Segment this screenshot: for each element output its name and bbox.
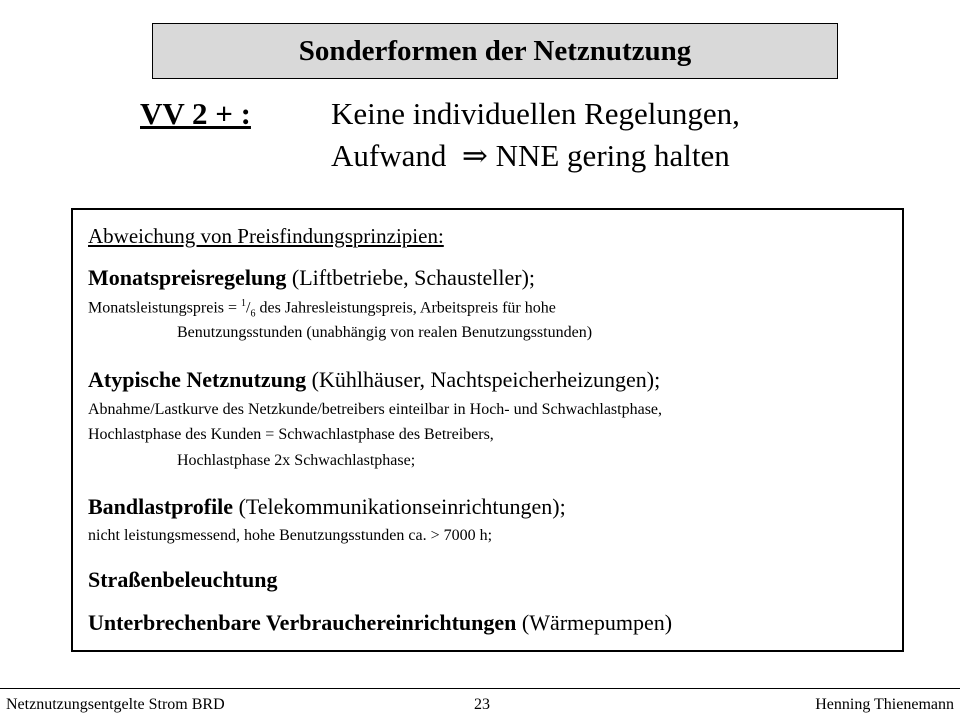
page-number: 23: [474, 696, 490, 713]
unter-rest: (Wärmepumpen): [516, 610, 673, 635]
atyp-line-3: Hochlastphase 2x Schwachlastphase;: [177, 452, 416, 469]
content-box: [71, 208, 904, 652]
strasse-title: Straßenbeleuchtung: [88, 567, 278, 592]
fraction-slash: /: [246, 299, 251, 317]
slide-title: Sonderformen der Netznutzung: [298, 34, 692, 67]
monat-heading: [88, 265, 535, 291]
monat-line-2: Benutzungsstunden (unabhängig von realen Benutzungsstunden): [177, 324, 593, 341]
fraction-denominator: 6: [250, 308, 256, 320]
title-box: [152, 23, 838, 79]
fraction-numerator: 1: [241, 298, 247, 309]
vv-line-2-a: Aufwand: [331, 138, 447, 173]
footer-left: Netznutzungsentgelte Strom BRD: [6, 696, 225, 713]
monat-rest: (Liftbetriebe, Schausteller);: [286, 265, 536, 290]
footer-right: Henning Thienemann: [815, 696, 954, 713]
box-heading: Abweichung von Preisfindungsprinzipien:: [88, 224, 444, 248]
vv-label: VV 2 + :: [140, 96, 251, 131]
atyp-heading: [88, 367, 660, 393]
band-heading: [88, 494, 566, 520]
atyp-title: Atypische Netznutzung: [88, 367, 307, 392]
unter-title: Unterbrechenbare Verbrauchereinrichtungen: [88, 610, 517, 635]
monat-line-1-b: des Jahresleistungspreis, Arbeitspreis für hohe: [255, 299, 556, 317]
vv-line-2-b: NNE gering halten: [495, 138, 730, 173]
band-rest: (Telekommunikationseinrichtungen);: [233, 494, 566, 519]
footer-rule: [0, 688, 960, 689]
atyp-line-1: Abnahme/Lastkurve des Netzkunde/betreibers einteilbar in Hoch- und Schwachlastphase,: [88, 401, 663, 418]
implies-arrow-icon: ⇒: [461, 138, 488, 173]
unter-heading: [88, 610, 672, 636]
vv-line-1: Keine individuellen Regelungen,: [331, 96, 740, 131]
monat-title: Monatspreisregelung: [88, 265, 287, 290]
monat-line-1: [88, 298, 556, 320]
monat-line-1-a: Monatsleistungspreis =: [88, 299, 242, 317]
vv-line-2: [331, 138, 730, 174]
band-title: Bandlastprofile: [88, 494, 234, 519]
band-line-1: nicht leistungsmessend, hohe Benutzungsstunden ca. > 7000 h;: [88, 527, 493, 544]
atyp-line-2: Hochlastphase des Kunden = Schwachlastphase des Betreibers,: [88, 426, 494, 443]
atyp-rest: (Kühlhäuser, Nachtspeicherheizungen);: [306, 367, 661, 392]
